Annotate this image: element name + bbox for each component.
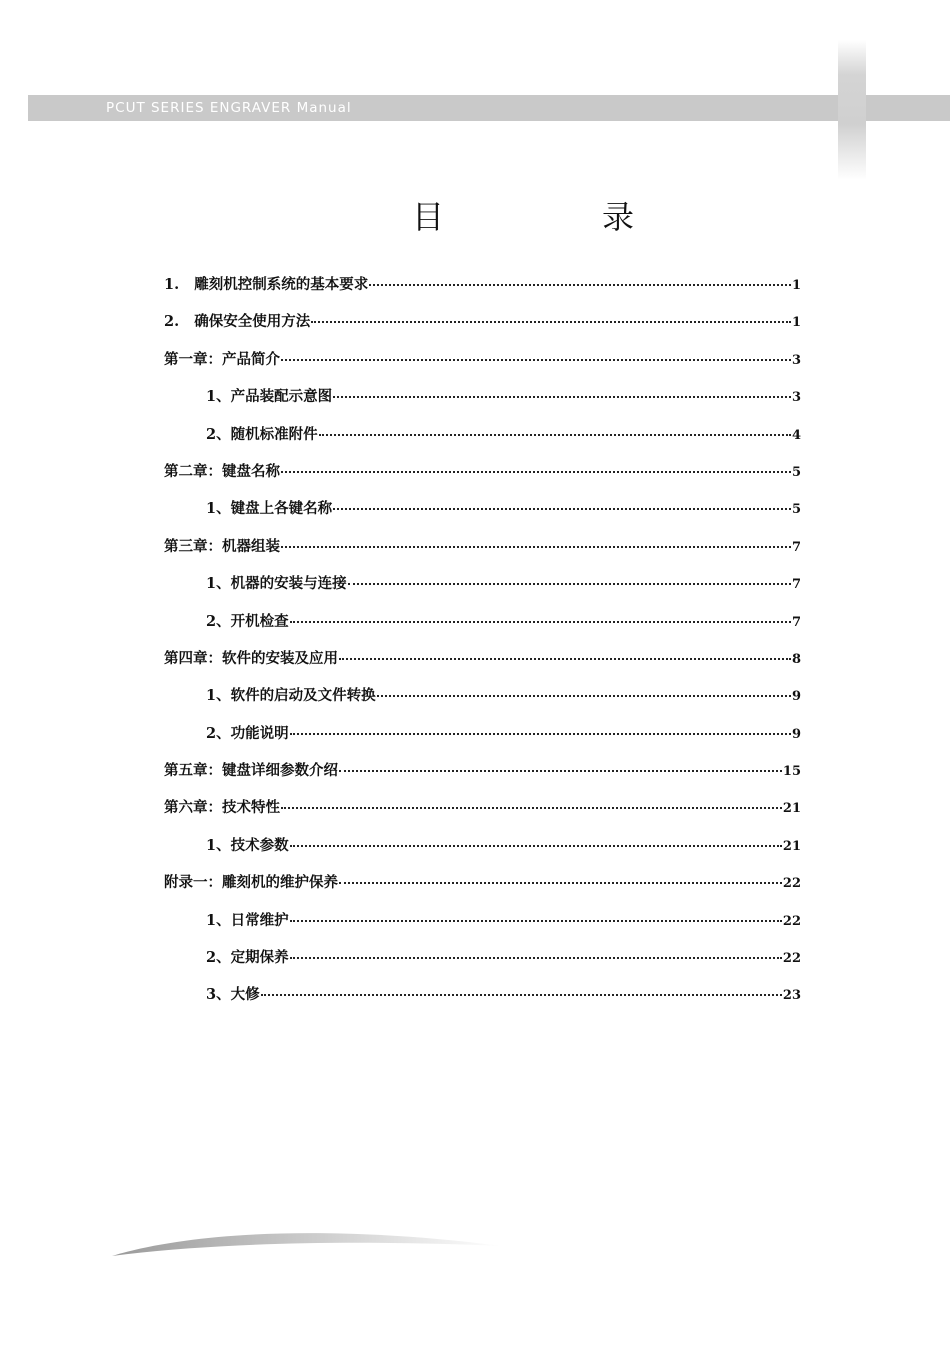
toc-entry-page: 21	[782, 838, 801, 854]
toc-entry[interactable]	[164, 565, 801, 602]
toc-entry-label: 3、大修	[206, 986, 260, 1004]
toc-dot-leader	[290, 733, 791, 735]
toc-entry-page: 22	[782, 876, 801, 892]
toc-entry[interactable]	[164, 528, 801, 565]
toc-entry-page: 22	[782, 913, 801, 929]
toc-dot-leader	[333, 508, 791, 510]
decorative-swoosh	[110, 1226, 510, 1260]
toc-dot-leader	[281, 359, 791, 361]
toc-entry-page: 5	[791, 464, 801, 480]
toc-entry-label: 1、技术参数	[206, 836, 289, 854]
table-of-contents	[164, 266, 801, 1014]
toc-entry[interactable]	[164, 752, 801, 789]
toc-dot-leader	[290, 957, 782, 959]
toc-entry[interactable]	[164, 341, 801, 378]
toc-entry[interactable]	[164, 677, 801, 714]
toc-entry-page: 7	[791, 539, 801, 555]
toc-dot-leader	[377, 695, 791, 697]
toc-entry-label: 2. 确保安全使用方法	[164, 313, 311, 331]
toc-dot-leader	[339, 882, 782, 884]
toc-entry-page: 23	[782, 988, 801, 1004]
toc-entry-page: 21	[782, 801, 801, 817]
toc-entry-page: 15	[782, 764, 801, 780]
toc-entry[interactable]	[164, 827, 801, 864]
toc-entry-page: 1	[791, 315, 801, 331]
vertical-accent-bar	[838, 40, 866, 180]
toc-dot-leader	[339, 658, 791, 660]
toc-entry[interactable]	[164, 640, 801, 677]
toc-entry-label: 第五章：键盘详细参数介绍	[164, 762, 338, 780]
toc-entry-label: 1、键盘上各键名称	[206, 500, 333, 518]
toc-dot-leader	[281, 807, 782, 809]
toc-entry[interactable]	[164, 453, 801, 490]
toc-entry[interactable]	[164, 976, 801, 1013]
toc-dot-leader	[339, 770, 782, 772]
toc-entry-page: 9	[791, 689, 801, 705]
title-part1: 目	[412, 198, 445, 236]
toc-dot-leader	[369, 284, 791, 286]
toc-dot-leader	[290, 920, 782, 922]
toc-dot-leader	[281, 546, 791, 548]
toc-entry-label: 第二章：键盘名称	[164, 462, 280, 480]
toc-dot-leader	[290, 621, 791, 623]
toc-entry-page: 5	[791, 502, 801, 518]
toc-dot-leader	[348, 583, 791, 585]
toc-entry-label: 1、日常维护	[206, 911, 289, 929]
toc-entry-page: 4	[791, 427, 801, 443]
toc-entry-page: 7	[791, 577, 801, 593]
toc-entry-label: 1、软件的启动及文件转换	[206, 687, 376, 705]
toc-entry-label: 1. 雕刻机控制系统的基本要求	[164, 276, 369, 293]
toc-dot-leader	[333, 396, 791, 398]
toc-entry-page: 1	[791, 278, 801, 293]
toc-entry-label: 2、定期保养	[206, 949, 289, 967]
toc-entry-page: 8	[791, 651, 801, 667]
toc-entry[interactable]	[164, 789, 801, 826]
page-title	[0, 192, 950, 242]
toc-entry-page: 22	[782, 951, 801, 967]
toc-entry-page: 3	[791, 390, 801, 406]
toc-dot-leader	[290, 845, 782, 847]
toc-entry[interactable]	[164, 939, 801, 976]
toc-entry[interactable]	[164, 603, 801, 640]
toc-entry[interactable]	[164, 864, 801, 901]
toc-entry[interactable]	[164, 378, 801, 415]
toc-entry-label: 第六章：技术特性	[164, 799, 280, 817]
toc-dot-leader	[319, 434, 791, 436]
toc-dot-leader	[311, 321, 791, 323]
toc-entry-label: 2、开机检查	[206, 612, 289, 630]
toc-entry[interactable]	[164, 902, 801, 939]
toc-entry-label: 1、产品装配示意图	[206, 388, 333, 406]
toc-entry-label: 1、机器的安装与连接	[206, 575, 347, 593]
toc-entry[interactable]	[164, 416, 801, 453]
toc-entry-label: 第三章：机器组装	[164, 537, 280, 555]
toc-entry-label: 2、功能说明	[206, 724, 289, 742]
toc-entry-label: 附录一：雕刻机的维护保养	[164, 874, 338, 892]
toc-entry-label: 2、随机标准附件	[206, 425, 318, 443]
toc-entry[interactable]	[164, 303, 801, 340]
title-part2: 录	[602, 198, 635, 236]
toc-entry[interactable]	[164, 490, 801, 527]
toc-entry[interactable]	[164, 266, 801, 303]
toc-entry-page: 3	[791, 352, 801, 368]
toc-dot-leader	[281, 471, 791, 473]
toc-entry-page: 7	[791, 614, 801, 630]
toc-entry[interactable]	[164, 715, 801, 752]
toc-entry-label: 第四章：软件的安装及应用	[164, 649, 338, 667]
header-text: PCUT SERIES ENGRAVER Manual	[106, 100, 352, 116]
toc-dot-leader	[261, 994, 782, 996]
toc-entry-label: 第一章：产品简介	[164, 350, 280, 368]
toc-entry-page: 9	[791, 726, 801, 742]
